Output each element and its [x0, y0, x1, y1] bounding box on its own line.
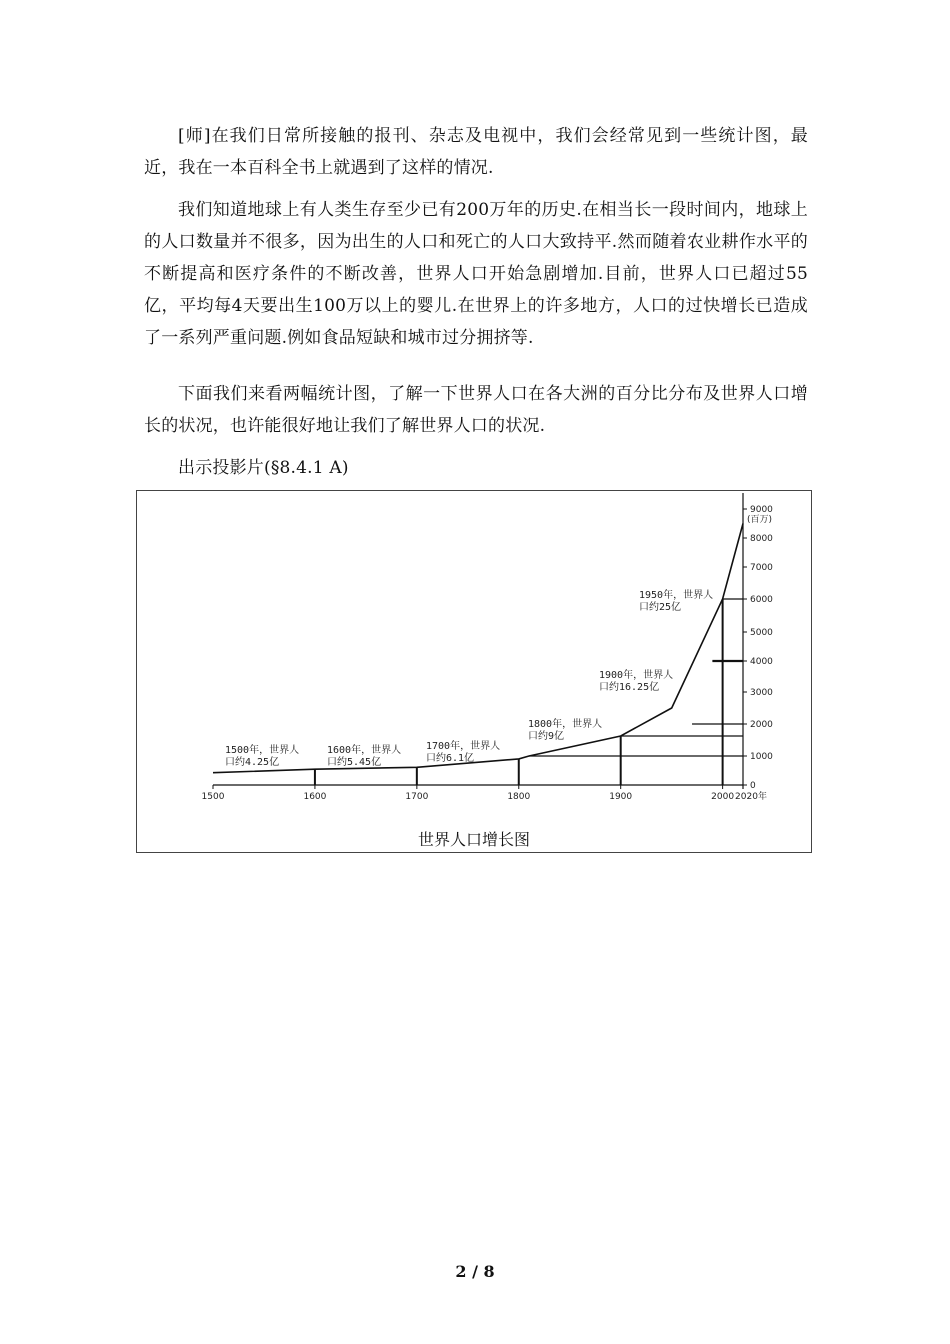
annotation-label: 口约25亿	[639, 602, 682, 613]
population-line	[213, 524, 743, 773]
x-tick-label: 1900	[609, 792, 633, 802]
population-chart	[137, 491, 811, 821]
y-tick-label: 1000	[750, 752, 773, 762]
paragraph-intro: [师]在我们日常所接触的报刊、杂志及电视中，我们会经常见到一些统计图，最近，我在一本百科全书上就遇到了这样的情况.	[144, 126, 808, 178]
paragraph-history: 我们知道地球上有人类生存至少已有200万年的历史.在相当长一段时间内，地球上的人口数量并不很多，因为出生的人口和死亡的人口大致持平.然而随着农业耕作水平的不断提高和医疗条件的不断改善，世界人口开始急剧增加.目前，世界人口已超过55亿，平均每4天要出生100万以上的婴儿.在世界上的许多地方，人口的过快增长已造成了一系列严重问题.例如食品短缺和城市过分拥挤等.	[144, 200, 808, 348]
page-number: 2 / 8	[455, 1262, 495, 1281]
y-unit-label: (百万)	[747, 515, 773, 525]
paragraph-projection: 出示投影片(§8.4.1 A)	[178, 458, 349, 478]
x-tick-label: 2020年	[735, 792, 767, 802]
paragraph-charts: 下面我们来看两幅统计图，了解一下世界人口在各大洲的百分比分布及世界人口增长的状况，也许能很好地让我们了解世界人口的状况.	[144, 384, 808, 436]
y-tick-label: 0	[750, 781, 756, 791]
x-tick-label: 1700	[405, 792, 429, 802]
y-tick-label: 7000	[750, 563, 773, 573]
y-tick-label: 4000	[750, 657, 773, 667]
annotation-label: 1700年，世界人	[426, 741, 501, 752]
y-tick-label: 9000	[750, 505, 773, 515]
y-tick-label: 2000	[750, 720, 773, 730]
x-tick-label: 1500	[201, 792, 225, 802]
annotation-label: 口约9亿	[528, 731, 565, 742]
x-tick-label: 1800	[507, 792, 531, 802]
y-tick-label: 8000	[750, 534, 773, 544]
annotation-label: 1600年，世界人	[327, 745, 402, 756]
y-tick-label: 3000	[750, 688, 773, 698]
annotation-label: 口约6.1亿	[426, 753, 475, 764]
annotation-label: 口约16.25亿	[599, 682, 660, 693]
annotation-label: 1900年，世界人	[599, 670, 674, 681]
annotation-label: 1950年，世界人	[639, 590, 714, 601]
y-tick-label: 5000	[750, 628, 773, 638]
annotation-label: 1800年，世界人	[528, 719, 603, 730]
population-figure	[136, 490, 812, 853]
annotation-label: 口约4.25亿	[225, 757, 280, 768]
x-tick-label: 2000	[711, 792, 735, 802]
annotation-label: 1500年，世界人	[225, 745, 300, 756]
y-tick-label: 6000	[750, 595, 773, 605]
annotation-label: 口约5.45亿	[327, 757, 382, 768]
figure-caption: 世界人口增长图	[417, 830, 530, 849]
x-tick-label: 1600	[303, 792, 327, 802]
